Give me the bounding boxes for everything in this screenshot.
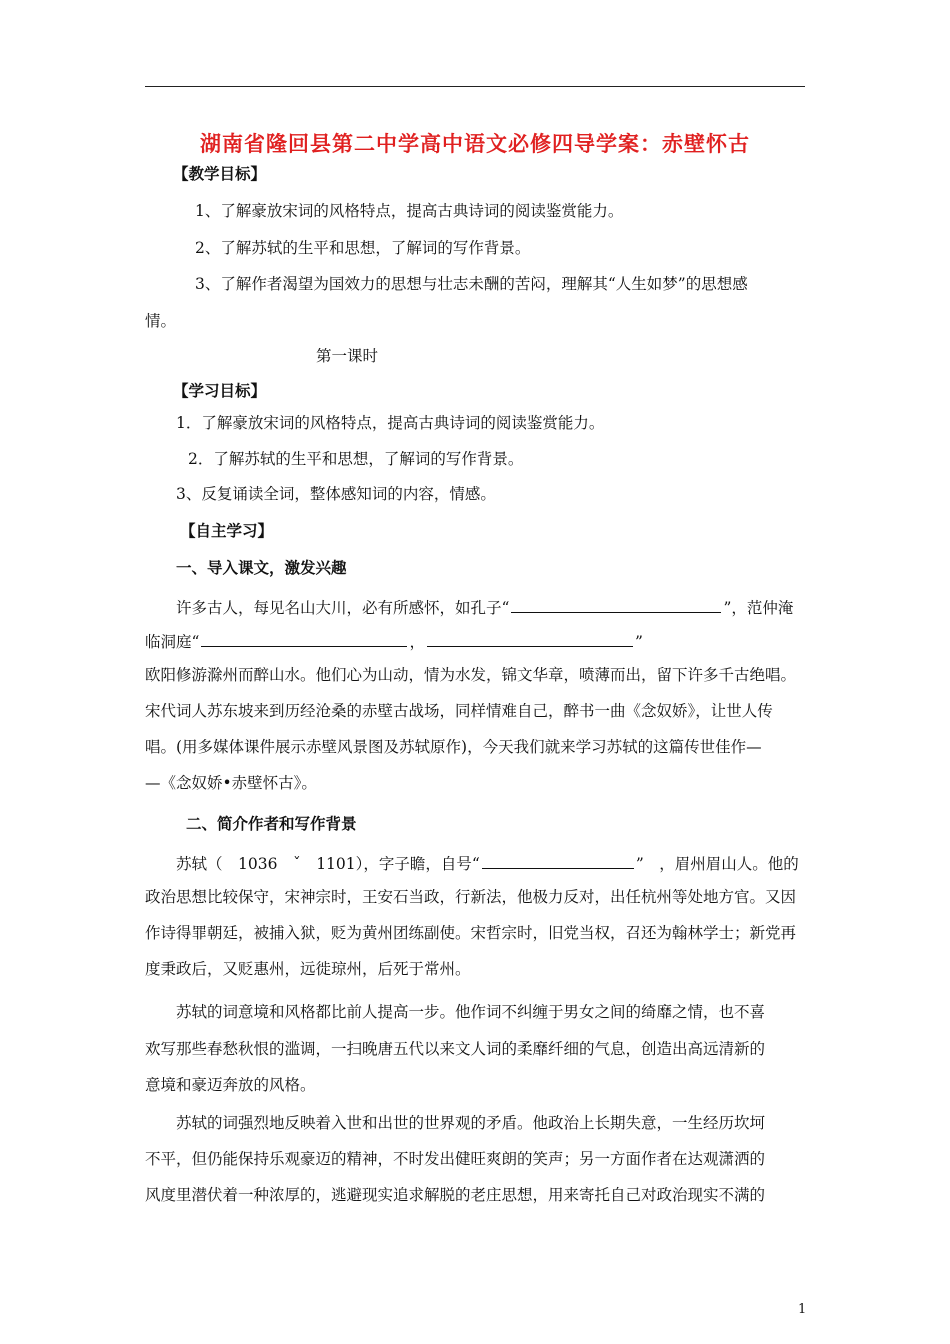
study-goals-heading: 【学习目标】 bbox=[173, 381, 267, 400]
paragraph-text: ” ，眉州眉山人。他的 bbox=[635, 855, 799, 873]
paragraph-line: 苏轼的词强烈地反映着入世和出世的世界观的矛盾。他政治上长期失意，一生经历坎坷 bbox=[176, 1114, 766, 1132]
paragraph-text: 苏轼（ 1036 ˇ 1101），字子瞻，自号“ bbox=[176, 855, 480, 873]
paragraph-line: 不平，但仍能保持乐观豪迈的精神，不时发出健旺爽朗的笑声；另一方面作者在达观潇洒的 bbox=[145, 1150, 766, 1168]
paragraph-line: 欢写那些春愁秋恨的滥调，一扫晚唐五代以来文人词的柔靡纤细的气息，创造出高远清新的 bbox=[145, 1040, 766, 1058]
answer-blank[interactable] bbox=[201, 632, 407, 647]
page-title: 湖南省隆回县第二中学高中语文必修四导学案：赤壁怀古 bbox=[200, 131, 750, 156]
paragraph-text: 临洞庭“ bbox=[145, 633, 200, 651]
paragraph-text: ” bbox=[634, 633, 643, 651]
paragraph-line bbox=[145, 632, 643, 651]
paragraph-line bbox=[176, 598, 793, 617]
header-rule bbox=[145, 86, 805, 87]
page-number: 1 bbox=[798, 1302, 807, 1317]
study-goal-1: 1．了解豪放宋词的风格特点，提高古典诗词的阅读鉴赏能力。 bbox=[176, 414, 605, 432]
self-study-heading: 【自主学习】 bbox=[180, 521, 274, 540]
paragraph-line: 意境和豪迈奔放的风格。 bbox=[145, 1076, 316, 1094]
study-goal-2: 2．了解苏轼的生平和思想，了解词的写作背景。 bbox=[188, 450, 524, 468]
paragraph-line: 唱。(用多媒体课件展示赤壁风景图及苏轼原作)，今天我们就来学习苏轼的这篇传世佳作— bbox=[145, 738, 762, 756]
paragraph-line: 苏轼的词意境和风格都比前人提高一步。他作词不纠缠于男女之间的绮靡之情，也不喜 bbox=[176, 1003, 766, 1021]
answer-blank[interactable] bbox=[482, 854, 634, 869]
lesson-label: 第一课时 bbox=[316, 347, 379, 365]
paragraph-text: ， bbox=[409, 633, 425, 651]
paragraph-line: 作诗得罪朝廷，被捕入狱，贬为黄州团练副使。宋哲宗时，旧党当权，召还为翰林学士；新党再 bbox=[145, 924, 797, 942]
answer-blank[interactable] bbox=[427, 632, 633, 647]
teaching-goals-heading: 【教学目标】 bbox=[173, 164, 267, 183]
paragraph-line: 风度里潜伏着一种浓厚的，逃避现实追求解脱的老庄思想，用来寄托自己对政治现实不满的 bbox=[145, 1186, 766, 1204]
teaching-goal-1: 1、了解豪放宋词的风格特点，提高古典诗词的阅读鉴赏能力。 bbox=[195, 202, 624, 220]
paragraph-text: 许多古人，每见名山大川，必有所感怀，如孔子“ bbox=[176, 599, 510, 617]
paragraph-line: 欧阳修游滁州而醉山水。他们心为山动，情为水发，锦文华章，喷薄而出，留下许多千古绝唱。 bbox=[145, 666, 797, 684]
teaching-goal-2: 2、了解苏轼的生平和思想，了解词的写作背景。 bbox=[195, 239, 531, 257]
paragraph-line: 度秉政后，又贬惠州，远徙琼州，后死于常州。 bbox=[145, 960, 471, 978]
paragraph-line bbox=[176, 854, 799, 873]
part1-heading: 一、导入课文，激发兴趣 bbox=[176, 558, 347, 577]
paragraph-line: 宋代词人苏东坡来到历经沧桑的赤壁古战场，同样情难自己，醉书一曲《念奴娇》，让世人传 bbox=[145, 702, 773, 720]
study-goal-3: 3、反复诵读全词，整体感知词的内容，情感。 bbox=[176, 485, 496, 503]
part2-heading: 二、简介作者和写作背景 bbox=[186, 814, 357, 833]
paragraph-line: 政治思想比较保守，宋神宗时，王安石当政，行新法，他极力反对，出任杭州等处地方官。又因 bbox=[145, 888, 797, 906]
answer-blank[interactable] bbox=[511, 598, 721, 613]
teaching-goal-3: 3、了解作者渴望为国效力的思想与壮志未酬的苦闷，理解其“人生如梦”的思想感 bbox=[195, 275, 748, 293]
paragraph-text: ”，范仲淹 bbox=[723, 599, 794, 617]
paragraph-line: —《念奴娇•赤壁怀古》。 bbox=[145, 774, 317, 792]
teaching-goal-3-cont: 情。 bbox=[145, 312, 177, 330]
